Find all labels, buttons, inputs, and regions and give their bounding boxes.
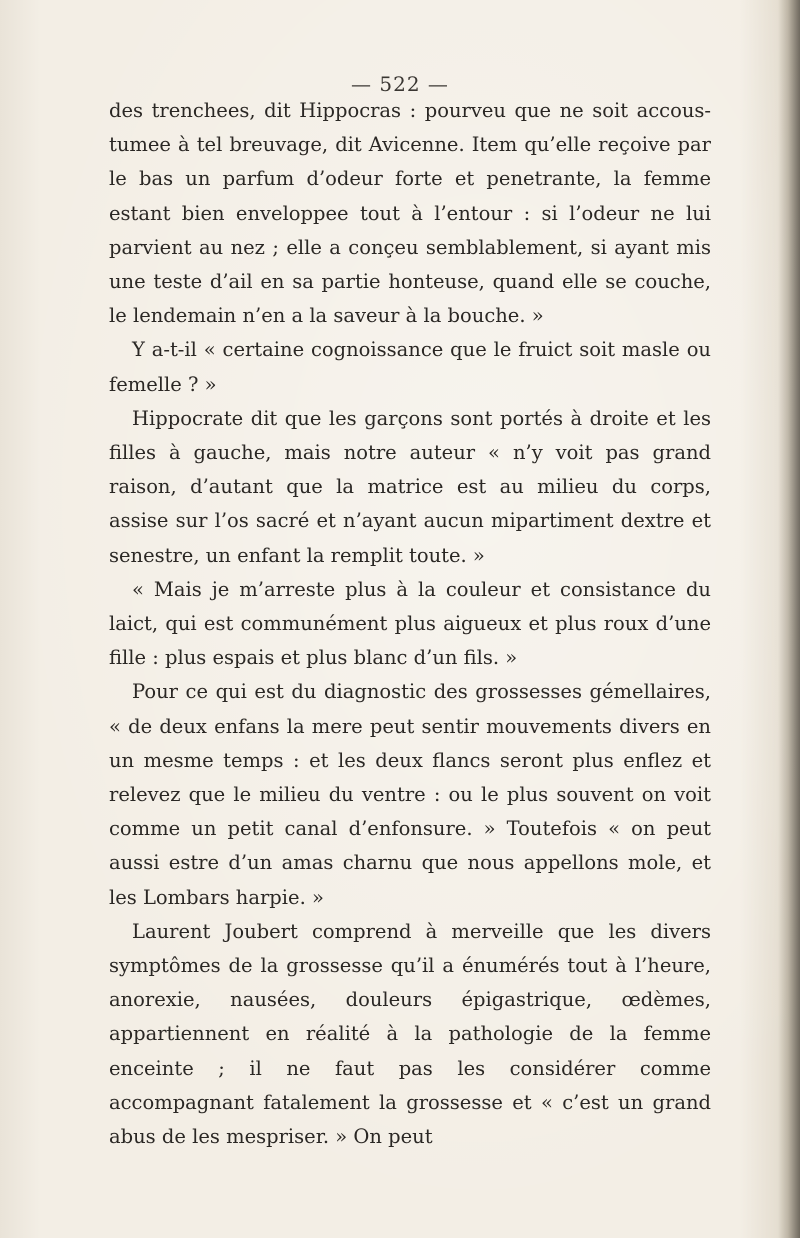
paragraph-4: « Mais je m’arreste plus à la couleur et consistance du laict, qui est communément plus aigueux et plus roux d’une fille : plus espais et plus blanc d’un fils. » (109, 577, 711, 670)
paragraph-3: Hippocrate dit que les garçons sont portés à droite et les filles à gauche, mais notre auteur « n’y voit pas grand raison, d’autant que la matrice est au milieu du corps, assise sur l’os sacré et n’ayant aucun mipartiment dextre et senestre, un enfant la remplit toute. » (109, 406, 711, 567)
page-number: — 522 — (351, 72, 449, 96)
paragraph-1: des trenchees, dit Hippocras : pourveu que ne soit accoustumee à tel breuvage, dit Avicenne. Item qu’elle reçoive par le bas un parfum d’odeur forte et penetrante, la femme estant bien enveloppee tout à l’entour : si l’odeur ne lui parvient au nez ; elle a conçeu semblablement, si ayant mis une teste d’ail en sa partie honteuse, quand elle se couche, le lendemain n’en a la saveur à la bouche. » (109, 99, 711, 328)
paragraph-5: Pour ce qui est du diagnostic des grossesses gémellaires, « de deux enfans la mere peut sentir mouvements divers en un mesme temps : et les deux flancs seront plus enflez et relevez que le milieu du ventre : ou le plus souvent on voit comme un petit canal d’enfonsure. » Toutefois « on peut aussi estre d’un amas charnu que nous appellons mole, et les Lombars harpie. » (109, 680, 711, 909)
paragraph-6: Laurent Joubert comprend à merveille que les divers symptômes de la grossesse qu’il a énumérés tout à l’heure, anorexie, nausées, douleurs épigastrique, œdèmes, appartiennent en réalité à la pathologie de la femme enceinte ; il ne faut pas les considérer comme accompagnant fatalement la grossesse et « c’est un grand abus de les mespriser. » On peut (109, 919, 711, 1149)
page-edge-shadow (778, 0, 800, 1238)
body-text (109, 94, 711, 1154)
paragraph-2: Y a-t-il « certaine cognoissance que le fruict soit masle ou femelle ? » (109, 338, 711, 396)
